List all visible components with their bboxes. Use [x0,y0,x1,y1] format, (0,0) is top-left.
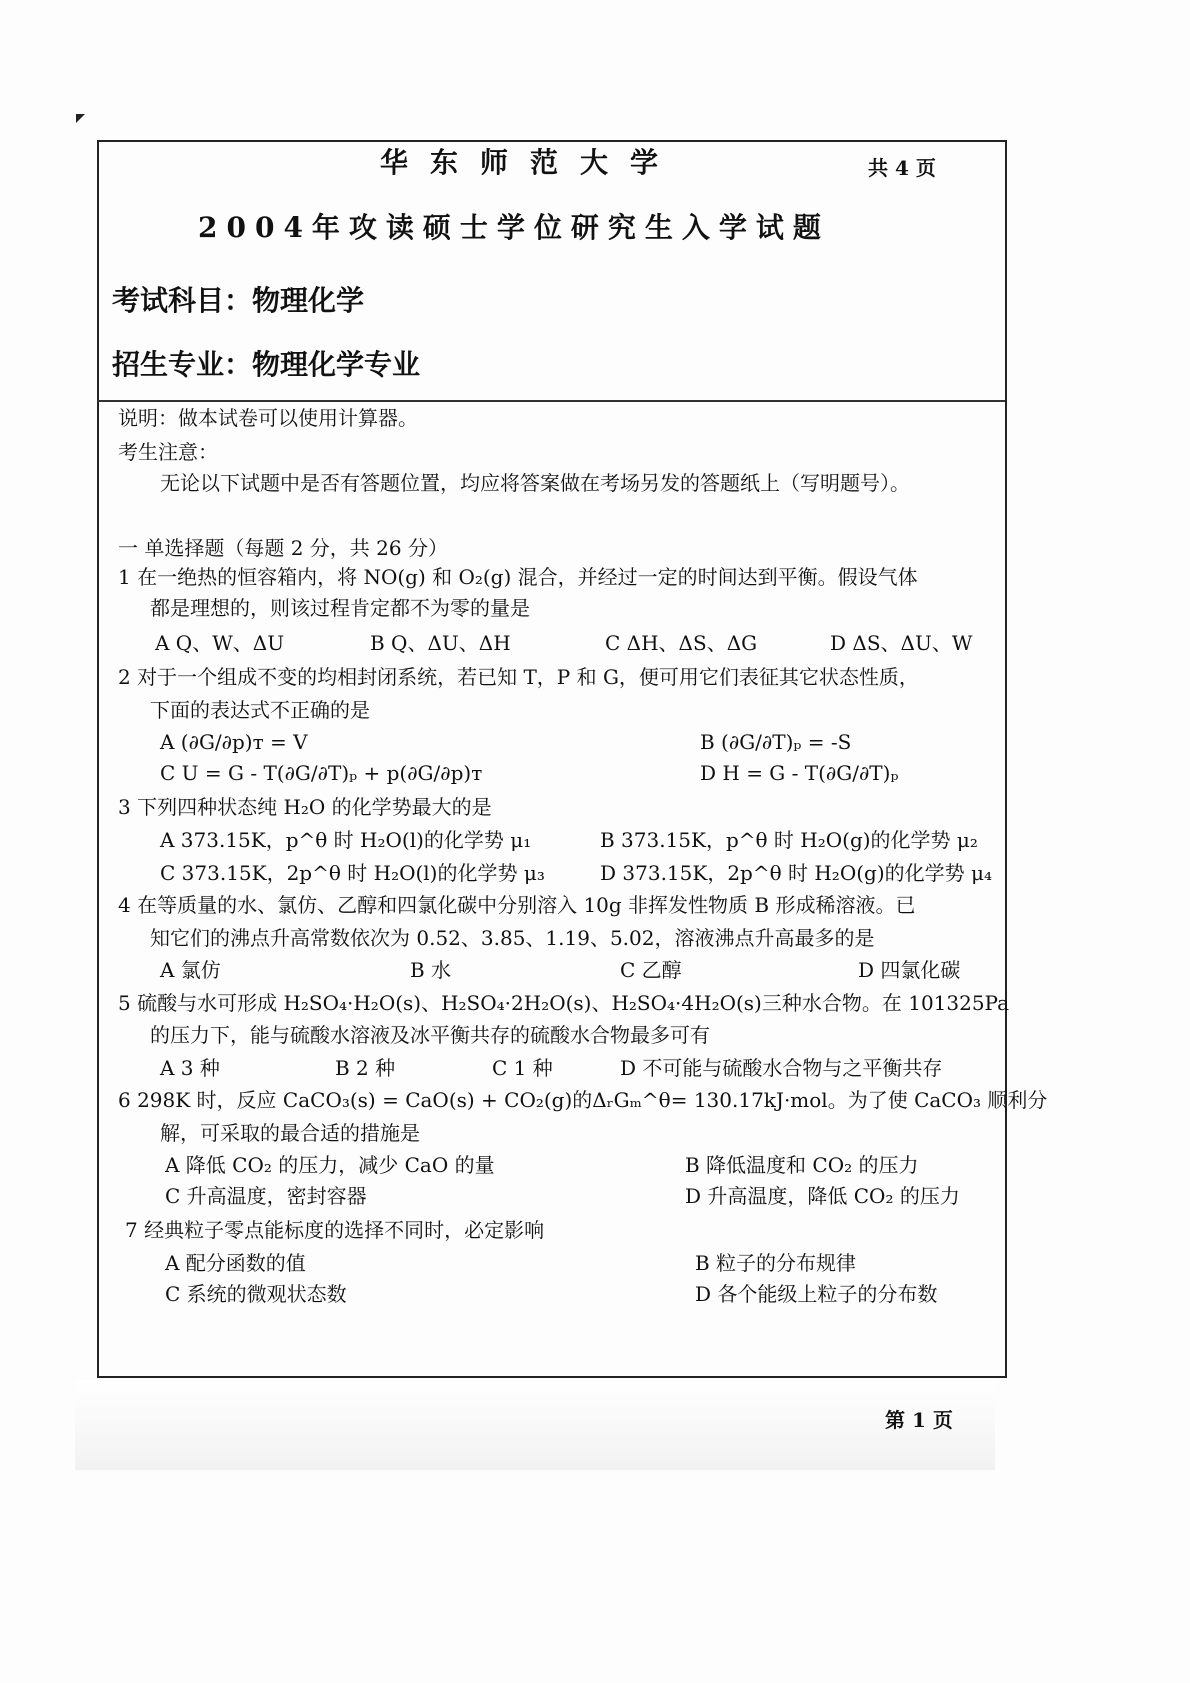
corner-mark [76,114,85,123]
question-2-line: 2 对于一个组成不变的均相封闭系统，若已知 T，P 和 G，便可用它们表征其它状态性质， [118,665,919,689]
option-a: A 配分函数的值 [165,1251,306,1275]
option-c: C 系统的微观状态数 [165,1282,347,1306]
question-1-line: 1 在一绝热的恒容箱内，将 NO(g) 和 O₂(g) 混合，并经过一定的时间达到平衡。假设气体 [118,565,918,589]
option-c: C 1 种 [492,1056,553,1080]
option-b: B Q、ΔU、ΔH [370,631,511,655]
question-3-line: 3 下列四种状态纯 H₂O 的化学势最大的是 [118,795,492,819]
option-a: A Q、W、ΔU [155,631,285,655]
option-d: D 四氯化碳 [858,958,961,982]
option-d: D H = G - T(∂G/∂T)ₚ [700,761,899,785]
exam-title: 2004年攻读硕士学位研究生入学试题 [198,211,830,244]
option-c: C U = G - T(∂G/∂T)ₚ + p(∂G/∂p)ᴛ [160,761,483,785]
question-6-line: 解，可采取的最合适的措施是 [160,1121,420,1145]
option-d: D 升高温度，降低 CO₂ 的压力 [685,1184,960,1208]
option-b: B 373.15K，p^θ 时 H₂O(g)的化学势 μ₂ [600,828,978,852]
option-c: C 乙醇 [620,958,682,982]
option-b: B (∂G/∂T)ₚ = -S [700,730,852,754]
page-number: 第 1 页 [885,1408,953,1432]
option-a: A (∂G/∂p)ᴛ = V [160,730,308,754]
question-5-line: 的压力下，能与硫酸水溶液及冰平衡共存的硫酸水合物最多可有 [150,1023,710,1047]
option-c: C 升高温度，密封容器 [165,1184,367,1208]
attention-rule: 无论以下试题中是否有答题位置，均应将答案做在考场另发的答题纸上（写明题号）。 [160,471,910,495]
question-1-line: 都是理想的，则该过程肯定都不为零的量是 [150,596,530,620]
header-divider [97,400,1005,402]
option-a: A 氯仿 [160,958,221,982]
exam-subject: 考试科目：物理化学 [112,284,365,317]
question-4-line: 4 在等质量的水、氯仿、乙醇和四氯化碳中分别溶入 10g 非挥发性物质 B 形成稀溶液。已 [118,893,916,917]
option-a: A 3 种 [160,1056,220,1080]
option-d: D 不可能与硫酸水合物与之平衡共存 [620,1056,943,1080]
option-b: B 粒子的分布规律 [695,1251,857,1275]
attention-label: 考生注意： [118,440,218,464]
total-pages: 共 4 页 [868,156,936,180]
option-d: D 373.15K，2p^θ 时 H₂O(g)的化学势 μ₄ [600,861,992,885]
exam-major: 招生专业：物理化学专业 [112,348,421,381]
question-2-line: 下面的表达式不正确的是 [150,698,370,722]
option-c: C 373.15K，2p^θ 时 H₂O(l)的化学势 μ₃ [160,861,545,885]
explain-note: 说明：做本试卷可以使用计算器。 [118,406,418,430]
question-5-line: 5 硫酸与水可形成 H₂SO₄·H₂O(s)、H₂SO₄·2H₂O(s)、H₂SO₄·4H₂O(s)三种水合物。在 101325Pa [118,991,1010,1015]
option-b: B 水 [410,958,452,982]
question-4-line: 知它们的沸点升高常数依次为 0.52、3.85、1.19、5.02，溶液沸点升高最多的是 [150,926,875,950]
question-6-line: 6 298K 时，反应 CaCO₃(s) = CaO(s) + CO₂(g)的ΔᵣGₘ^θ= 130.17kJ·mol。为了使 CaCO₃ 顺利分 [118,1088,1048,1112]
option-a: A 降低 CO₂ 的压力，减少 CaO 的量 [165,1153,495,1177]
university-name: 华东师范大学 [380,146,681,179]
option-d: D 各个能级上粒子的分布数 [695,1282,938,1306]
option-a: A 373.15K，p^θ 时 H₂O(l)的化学势 μ₁ [160,828,532,852]
option-b: B 降低温度和 CO₂ 的压力 [685,1153,919,1177]
section-heading: 一 单选择题（每题 2 分，共 26 分） [118,536,448,560]
option-b: B 2 种 [335,1056,396,1080]
question-7-line: 7 经典粒子零点能标度的选择不同时，必定影响 [125,1218,545,1242]
option-c: C ΔH、ΔS、ΔG [605,631,758,655]
scan-shadow [75,1380,995,1470]
option-d: D ΔS、ΔU、W [830,631,973,655]
